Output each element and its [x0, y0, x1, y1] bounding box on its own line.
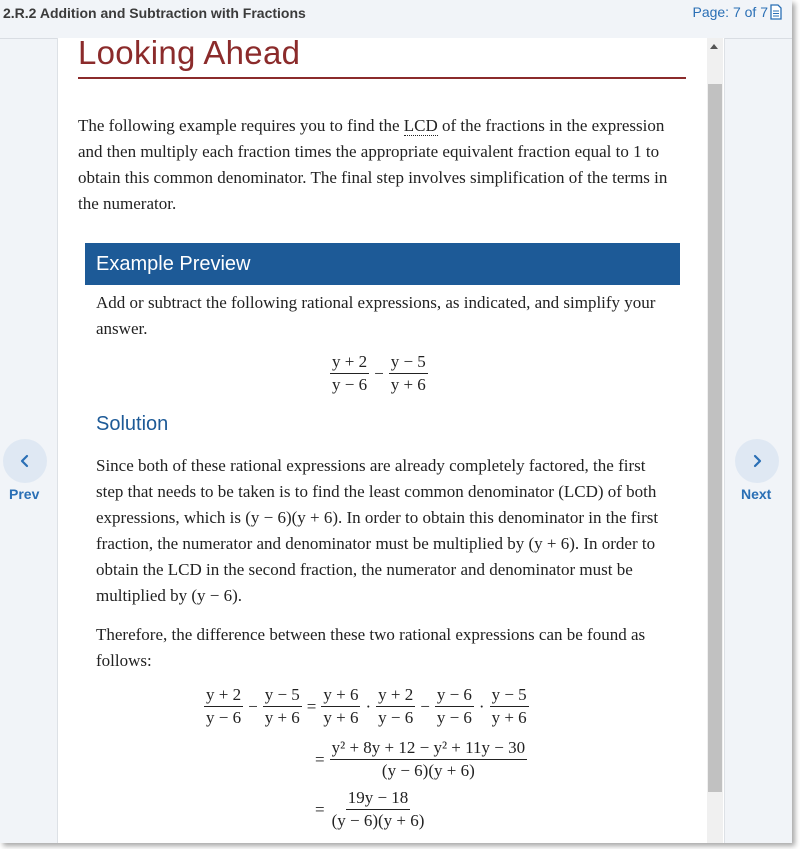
example-prompt: Add or subtract the following rational expressions, as indicated, and simplify your answer.	[96, 293, 656, 338]
solution-paragraph: Since both of these rational expressions are already completely factored, the first step that needs to be taken is to find the least common denominator (LCD) of both expressions, which is (y − 6)(y + 6). In order to obtain this denominator in the first fraction, the numerator and denominator must be multiplied by (y + 6). In order to obtain the LCD in the second fraction, the numerator and denominator must be multiplied by (y − 6).	[96, 456, 659, 605]
fraction	[263, 685, 302, 728]
dot-operator: ·	[478, 696, 485, 716]
fraction-denominator: y + 6	[323, 708, 359, 727]
therefore-paragraph: Therefore, the difference between these two rational expressions can be found as follows:	[96, 625, 646, 670]
chevron-right-icon	[750, 454, 764, 468]
fraction-numerator: y + 2	[376, 685, 415, 707]
fraction-numerator: y² + 8y + 12 − y² + 11y − 30	[330, 738, 528, 760]
page-indicator[interactable]	[692, 4, 782, 20]
fraction-denominator: y + 6	[264, 708, 300, 727]
minus-sign: −	[374, 363, 384, 383]
equals-sign: =	[315, 799, 325, 819]
page-heading: Looking Ahead	[78, 34, 686, 79]
fraction-numerator: y − 5	[490, 685, 529, 707]
example-header: Example Preview	[85, 243, 680, 285]
fraction	[330, 738, 528, 781]
fraction-numerator: y + 2	[330, 352, 369, 374]
fraction-denominator: y − 6	[436, 708, 472, 727]
intro-paragraph	[78, 113, 690, 217]
preview-expression	[328, 352, 430, 395]
fraction	[435, 685, 474, 728]
scroll-up-arrow-icon[interactable]	[710, 44, 718, 49]
fraction-denominator: y + 6	[390, 375, 426, 394]
page-indicator-label: Page: 7 of 7	[692, 4, 768, 20]
equals-sign: =	[315, 749, 325, 769]
scroll-thumb[interactable]	[708, 84, 722, 792]
fraction-numerator: y − 5	[263, 685, 302, 707]
next-label[interactable]: Next	[741, 486, 772, 502]
work-row-3	[312, 788, 428, 831]
fraction-denominator: y − 6	[378, 708, 414, 727]
fraction-denominator: y + 6	[491, 708, 527, 727]
prev-label[interactable]: Prev	[9, 486, 40, 502]
fraction-denominator: y − 6	[332, 375, 368, 394]
prev-button[interactable]	[3, 439, 47, 483]
chevron-left-icon	[18, 454, 32, 468]
fraction-numerator: y − 6	[435, 685, 474, 707]
next-button[interactable]	[735, 439, 779, 483]
section-title: 2.R.2 Addition and Subtraction with Fractions	[3, 5, 306, 21]
work-row-2	[312, 738, 529, 781]
fraction-numerator: y − 5	[389, 352, 428, 374]
minus-sign: −	[248, 696, 258, 716]
fraction-denominator: (y − 6)(y + 6)	[331, 811, 425, 830]
intro-text-start: The following example requires you to find the	[78, 116, 404, 135]
work-row-1	[202, 685, 531, 728]
solution-heading: Solution	[96, 413, 169, 435]
lcd-glossary-term[interactable]: LCD	[403, 116, 438, 135]
fraction	[204, 685, 243, 728]
dot-operator: ·	[365, 696, 372, 716]
preview-fraction-2	[389, 352, 428, 395]
document-icon[interactable]	[770, 4, 782, 20]
fraction-numerator: y + 2	[204, 685, 243, 707]
fraction-denominator: (y − 6)(y + 6)	[381, 761, 475, 780]
fraction-denominator: y − 6	[206, 708, 242, 727]
vertical-scrollbar[interactable]	[707, 38, 723, 843]
preview-fraction-1	[330, 352, 369, 395]
fraction	[321, 685, 360, 728]
fraction	[490, 685, 529, 728]
fraction	[330, 788, 427, 831]
fraction-numerator: 19y − 18	[346, 788, 411, 810]
equals-sign: =	[306, 696, 317, 716]
fraction	[376, 685, 415, 728]
minus-sign: −	[420, 696, 430, 716]
intro-text-end: of the fractions in the expression and then multiply each fraction times the appropriate equivalent fraction equal to 1 to obtain this common denominator. The final step involves simplification of the terms in the numerator.	[78, 116, 668, 213]
fraction-numerator: y + 6	[321, 685, 360, 707]
